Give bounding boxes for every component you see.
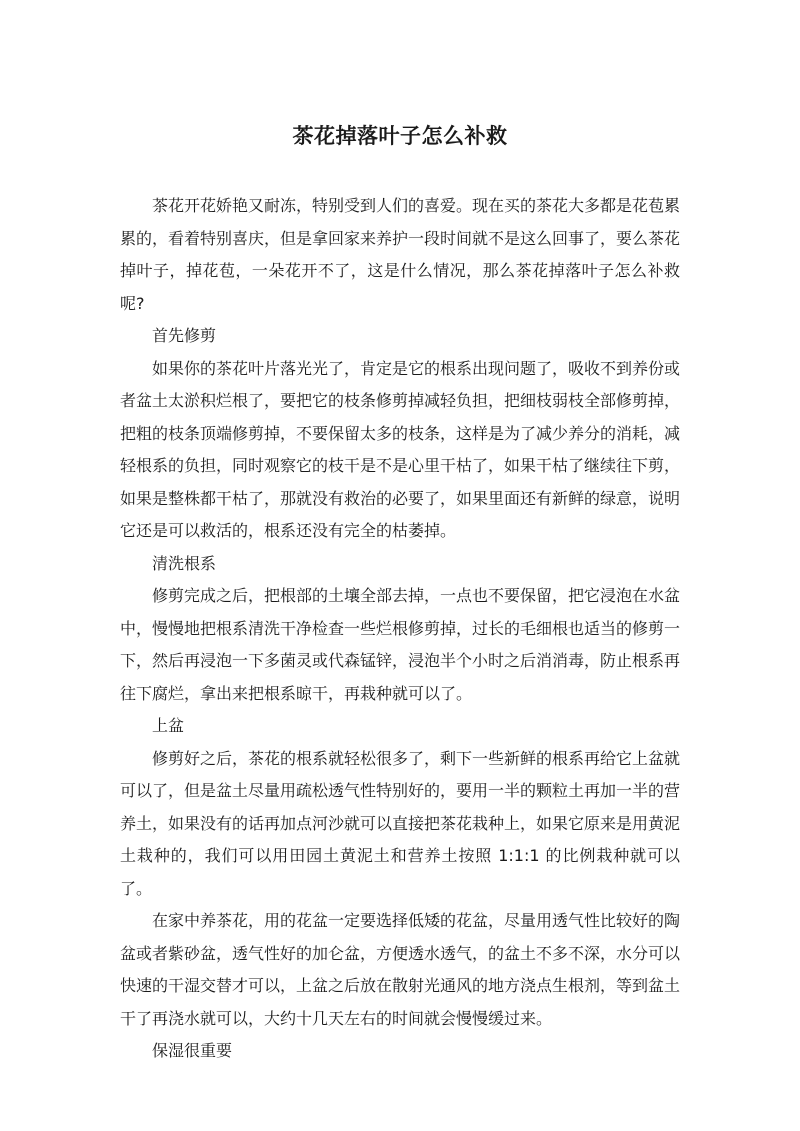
document-body xyxy=(120,190,680,1068)
pot-selection-paragraph: 在家中养茶花，用的花盆一定要选择低矮的花盆，尽量用透气性比较好的陶盆或者紫砂盆，透气性好的加仑盆，方便透水透气，的盆土不多不深，水分可以快速的干湿交替才可以，上盆之后放在散射光通风的地方浇点生根剂，等到盆土干了再浇水就可以，大约十几天左右的时间就会慢慢缓过来。 xyxy=(120,911,681,1028)
potting-paragraph: 修剪好之后，茶花的根系就轻松很多了，剩下一些新鲜的根系再给它上盆就可以了，但是盆土尽量用疏松透气性特别好的，要用一半的颗粒土再加一半的营养土，如果没有的话再加点河沙就可以直接把茶花栽种上，如果它原来是用黄泥土栽种的，我们可以用田园土黄泥土和营养土按照 1:1:1 的比例栽种就可以了。 xyxy=(120,748,681,898)
document-title: 茶花掉落叶子怎么补救 xyxy=(292,124,508,148)
section-heading-moisture: 保湿很重要 xyxy=(152,1041,233,1060)
intro-paragraph: 茶花开花娇艳又耐冻，特别受到人们的喜爱。现在买的茶花大多都是花苞累累的，看着特别喜庆，但是拿回家来养护一段时间就不是这么回事了，要么茶花掉叶子，掉花苞，一朵花开不了，这是什么情况，那么茶花掉落叶子怎么补救呢? xyxy=(120,196,681,313)
section-heading-potting: 上盆 xyxy=(152,716,185,735)
root-cleaning-paragraph: 修剪完成之后，把根部的土壤全部去掉，一点也不要保留，把它浸泡在水盆中，慢慢地把根系清洗干净检查一些烂根修剪掉，过长的毛细根也适当的修剪一下，然后再浸泡一下多菌灵或代森锰锌，浸泡半个小时之后消消毒，防止根系再往下腐烂，拿出来把根系晾干，再栽种就可以了。 xyxy=(120,586,681,703)
pruning-paragraph: 如果你的茶花叶片落光光了，肯定是它的根系出现问题了，吸收不到养份或者盆土太淤积烂根了，要把它的枝条修剪掉减轻负担，把细枝弱枝全部修剪掉，把粗的枝条顶端修剪掉，不要保留太多的枝条，这样是为了减少养分的消耗，减轻根系的负担，同时观察它的枝干是不是心里干枯了，如果干枯了继续往下剪，如果是整株都干枯了，那就没有救治的必要了，如果里面还有新鲜的绿意，说明它还是可以救活的，根系还没有完全的枯萎掉。 xyxy=(120,358,681,540)
section-heading-root-cleaning: 清洗根系 xyxy=(152,553,217,573)
section-heading-pruning: 首先修剪 xyxy=(152,326,217,345)
